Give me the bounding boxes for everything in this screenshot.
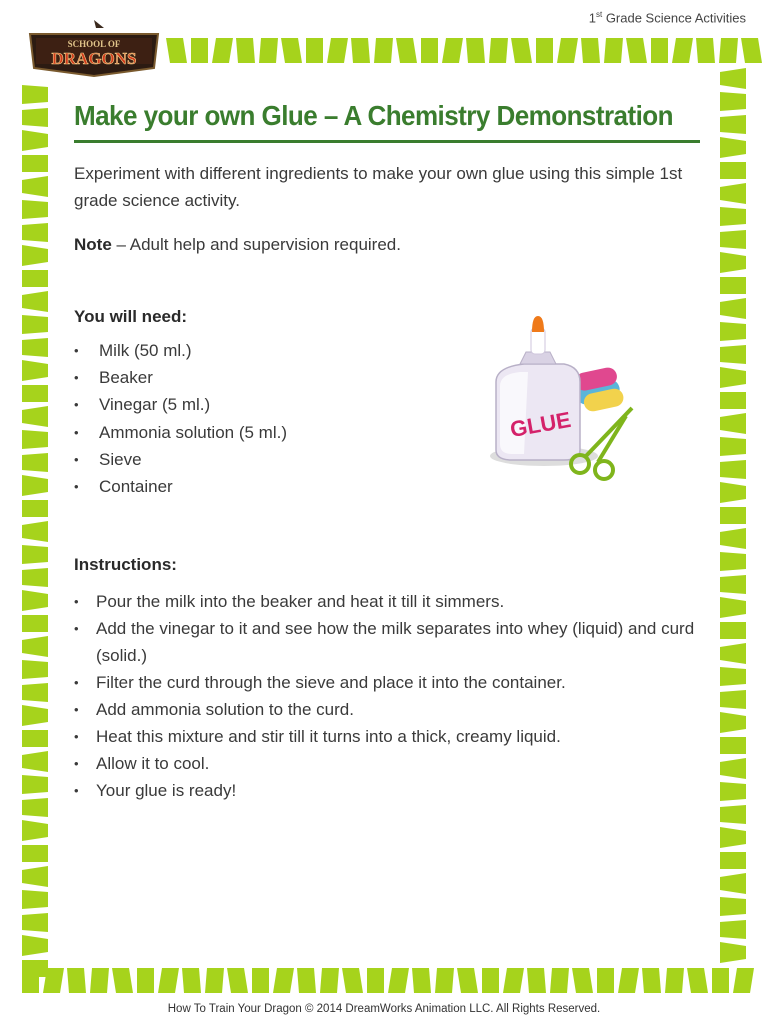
border-tile xyxy=(306,38,323,63)
page-title: Make your own Glue – A Chemistry Demonstration xyxy=(74,100,673,131)
border-tile xyxy=(22,798,48,817)
border-tile xyxy=(720,482,746,503)
border-tile xyxy=(166,38,187,63)
border-tile xyxy=(720,207,746,226)
border-tile xyxy=(22,890,48,909)
border-tile xyxy=(22,85,48,104)
border-tile xyxy=(720,230,746,249)
list-item: • Pour the milk into the beaker and heat it till it simmers. xyxy=(74,588,704,615)
title-block xyxy=(74,100,704,143)
border-tile xyxy=(22,108,48,127)
list-item: • Beaker xyxy=(74,364,287,391)
border-tile xyxy=(22,406,48,427)
border-tile xyxy=(435,968,454,993)
border-tile xyxy=(22,155,48,172)
border-tile xyxy=(665,968,684,993)
border-tile xyxy=(720,68,746,89)
list-item: • Ammonia solution (5 ml.) xyxy=(74,419,287,446)
border-tile xyxy=(720,805,746,824)
border-tile xyxy=(297,968,316,993)
border-tile xyxy=(281,38,302,63)
border-tile xyxy=(22,385,48,402)
list-item: • Sieve xyxy=(74,446,287,473)
border-tile xyxy=(604,38,623,63)
border-tile xyxy=(720,712,746,733)
border-tile xyxy=(158,968,179,993)
border-tile xyxy=(489,38,508,63)
border-tile xyxy=(581,38,600,63)
border-tile xyxy=(342,968,363,993)
border-tile xyxy=(687,968,708,993)
border-tile xyxy=(22,775,48,794)
border-tile xyxy=(22,568,48,587)
border-tile xyxy=(22,845,48,862)
border-tile xyxy=(22,615,48,632)
note xyxy=(74,235,401,255)
border-tile xyxy=(733,968,754,993)
list-item: • Filter the curd through the sieve and place it into the container. xyxy=(74,669,704,696)
border-tile xyxy=(720,782,746,801)
border-tile xyxy=(720,622,746,639)
border-tile xyxy=(205,968,224,993)
border-tile xyxy=(367,968,384,993)
border-tile xyxy=(572,968,593,993)
border-tile xyxy=(720,162,746,179)
border-tile xyxy=(626,38,647,63)
note-text: – Adult help and supervision required. xyxy=(111,235,401,254)
list-item: • Container xyxy=(74,473,287,500)
border-tile xyxy=(642,968,661,993)
note-label: Note xyxy=(74,235,112,254)
border-tile xyxy=(712,968,729,993)
border-tile xyxy=(720,460,746,479)
border-tile xyxy=(720,507,746,524)
border-tile xyxy=(720,367,746,388)
border-tile xyxy=(720,437,746,456)
border-tile xyxy=(112,968,133,993)
border-tile xyxy=(351,38,370,63)
border-tile xyxy=(720,92,746,111)
list-item: • Vinegar (5 ml.) xyxy=(74,391,287,418)
border-tile xyxy=(22,660,48,679)
border-tile xyxy=(482,968,499,993)
border-tile xyxy=(550,968,569,993)
border-tile xyxy=(720,392,746,409)
border-tile xyxy=(22,935,48,956)
border-tile xyxy=(327,38,348,63)
list-item: • Add the vinegar to it and see how the milk separates into whey (liquid) and curd (solid.) xyxy=(74,615,704,669)
border-tile xyxy=(412,968,431,993)
border-tile xyxy=(741,38,762,63)
border-tile xyxy=(212,38,233,63)
border-tile xyxy=(22,200,48,219)
border-tile xyxy=(421,38,438,63)
glue-bottle-illustration xyxy=(484,312,644,492)
border-tile xyxy=(259,38,278,63)
border-tile xyxy=(720,737,746,754)
border-tile xyxy=(22,705,48,726)
border-tile xyxy=(720,758,746,779)
border-tile xyxy=(227,968,248,993)
border-tile xyxy=(720,345,746,364)
border-tile xyxy=(720,413,746,434)
border-tile xyxy=(22,338,48,357)
border-tile xyxy=(22,866,48,887)
border-tile xyxy=(720,552,746,571)
school-of-dragons-logo xyxy=(26,18,162,78)
border-tile xyxy=(67,968,86,993)
border-tile xyxy=(22,500,48,517)
border-tile xyxy=(536,38,553,63)
list-item: • Heat this mixture and stir till it turns into a thick, creamy liquid. xyxy=(74,723,704,750)
instructions-heading: Instructions: xyxy=(74,555,177,574)
grade-label: 1st Grade Science Activities xyxy=(588,10,746,26)
instructions-list xyxy=(74,588,704,804)
border-tile xyxy=(252,968,269,993)
border-tile xyxy=(22,475,48,496)
border-tile xyxy=(396,38,417,63)
border-tile xyxy=(22,730,48,747)
border-tile xyxy=(457,968,478,993)
border-tile xyxy=(191,38,208,63)
border-tile xyxy=(557,38,578,63)
border-tile xyxy=(720,597,746,618)
border-tile xyxy=(22,453,48,472)
border-tile xyxy=(720,920,746,939)
border-tile xyxy=(720,873,746,894)
border-tile xyxy=(22,590,48,611)
border-tile xyxy=(320,968,339,993)
border-tile xyxy=(22,751,48,772)
border-tile xyxy=(22,820,48,841)
border-tile xyxy=(388,968,409,993)
border-tile xyxy=(511,38,532,63)
border-tile xyxy=(22,291,48,312)
border-tile xyxy=(22,360,48,381)
border-tile xyxy=(720,897,746,916)
border-tile xyxy=(22,913,48,932)
list-item: • Milk (50 ml.) xyxy=(74,337,287,364)
border-tile xyxy=(696,38,715,63)
border-tile xyxy=(22,960,48,977)
border-tile xyxy=(720,827,746,848)
border-tile xyxy=(22,223,48,242)
border-tile xyxy=(22,683,48,702)
border-tile xyxy=(442,38,463,63)
border-tile xyxy=(22,130,48,151)
border-tile xyxy=(527,968,546,993)
border-tile xyxy=(22,430,48,449)
list-item: • Allow it to cool. xyxy=(74,750,704,777)
border-tile xyxy=(22,636,48,657)
border-tile xyxy=(273,968,294,993)
border-tile xyxy=(720,667,746,686)
border-tile xyxy=(720,575,746,594)
border-tile xyxy=(720,277,746,294)
needs-heading: You will need: xyxy=(74,307,188,326)
border-tile xyxy=(720,252,746,273)
border-tile xyxy=(719,38,738,63)
border-tile xyxy=(182,968,201,993)
border-tile xyxy=(90,968,109,993)
border-tile xyxy=(22,245,48,266)
border-tile xyxy=(720,322,746,341)
border-tile xyxy=(236,38,255,63)
border-tile xyxy=(22,315,48,334)
border-tile xyxy=(22,176,48,197)
list-item: • Add ammonia solution to the curd. xyxy=(74,696,704,723)
border-tile xyxy=(22,545,48,564)
intro-text: Experiment with different ingredients to make your own glue using this simple 1st grade science activity. xyxy=(74,164,683,210)
border-tile xyxy=(720,183,746,204)
svg-text:DRAGONS: DRAGONS xyxy=(51,49,137,68)
border-tile xyxy=(651,38,668,63)
border-tile xyxy=(137,968,154,993)
border-tile xyxy=(672,38,693,63)
title-underline xyxy=(74,140,700,143)
border-tile xyxy=(22,521,48,542)
border-tile xyxy=(720,942,746,963)
border-tile xyxy=(22,270,48,287)
needs-list xyxy=(74,337,287,500)
svg-text:SCHOOL OF: SCHOOL OF xyxy=(67,39,121,49)
border-tile xyxy=(720,643,746,664)
border-tile xyxy=(720,852,746,869)
border-tile xyxy=(503,968,524,993)
border-tile xyxy=(374,38,393,63)
border-tile xyxy=(618,968,639,993)
svg-text:GLUE: GLUE xyxy=(508,406,573,443)
border-tile xyxy=(720,298,746,319)
border-tile xyxy=(720,690,746,709)
border-tile xyxy=(720,115,746,134)
border-tile xyxy=(720,137,746,158)
copyright-footer: How To Train Your Dragon © 2014 DreamWorks Animation LLC. All Rights Reserved. xyxy=(167,1003,601,1015)
border-tile xyxy=(597,968,614,993)
border-tile xyxy=(720,528,746,549)
border-tile xyxy=(466,38,485,63)
list-item: • Your glue is ready! xyxy=(74,777,704,804)
